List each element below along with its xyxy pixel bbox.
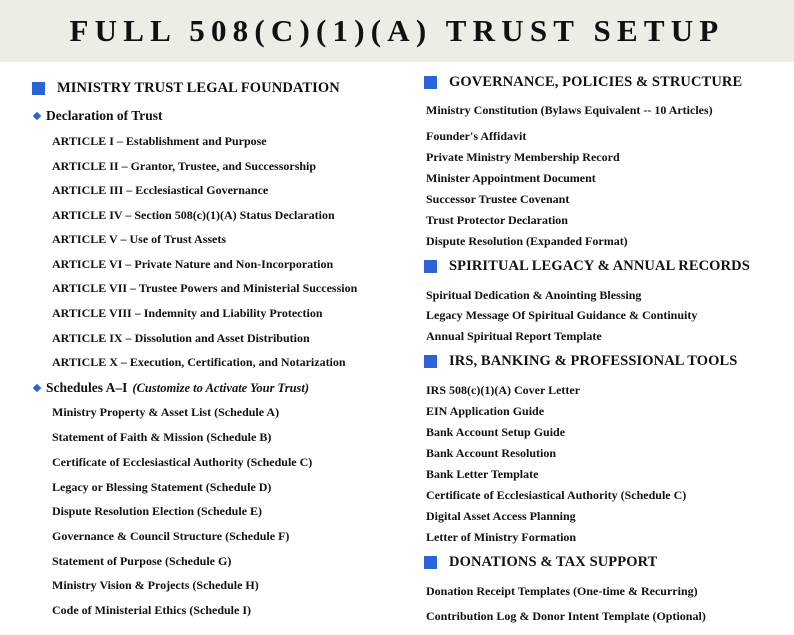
list-item: ARTICLE IV – Section 508(c)(1)(A) Status Declaration <box>52 208 335 222</box>
subheader-schedules <box>32 380 309 396</box>
list-item: ARTICLE VI – Private Nature and Non-Incorporation <box>52 257 334 271</box>
list-item: Bank Account Setup Guide <box>426 425 566 439</box>
subheader-label: Declaration of Trust <box>46 108 163 123</box>
list-item: Private Ministry Membership Record <box>426 150 620 164</box>
list-item: ARTICLE VIII – Indemnity and Liability Protection <box>52 306 323 320</box>
section-header-legal-foundation <box>32 80 340 97</box>
list-item: Founder's Affidavit <box>426 129 527 143</box>
list-item: Dispute Resolution Election (Schedule E) <box>52 504 263 518</box>
subheader-note: (Customize to Activate Your Trust) <box>132 380 310 395</box>
section-header-donations <box>424 554 657 571</box>
section-title: SPIRITUAL LEGACY & ANNUAL RECORDS <box>449 258 750 274</box>
list-item: Statement of Faith & Mission (Schedule B) <box>52 430 272 444</box>
list-item: Statement of Purpose (Schedule G) <box>52 554 232 568</box>
list-item: Legacy or Blessing Statement (Schedule D) <box>52 480 272 494</box>
list-item: Certificate of Ecclesiastical Authority (Schedule C) <box>52 455 313 469</box>
subheader-declaration <box>32 108 162 124</box>
list-item: IRS 508(c)(1)(A) Cover Letter <box>426 383 581 397</box>
list-item: Governance & Council Structure (Schedule F) <box>52 529 290 543</box>
list-item: ARTICLE X – Execution, Certification, and Notarization <box>52 355 346 369</box>
list-item: Digital Asset Access Planning <box>426 509 576 523</box>
section-header-governance <box>424 74 742 91</box>
list-item: ARTICLE IX – Dissolution and Asset Distribution <box>52 331 310 345</box>
list-item: Ministry Property & Asset List (Schedule A) <box>52 405 280 419</box>
page-title: FULL 508(C)(1)(A) TRUST SETUP <box>69 13 725 48</box>
list-item: Letter of Ministry Formation <box>426 530 577 544</box>
list-item: Annual Spiritual Report Template <box>426 329 602 343</box>
section-title: GOVERNANCE, POLICIES & STRUCTURE <box>449 74 743 90</box>
list-item: Spiritual Dedication & Anointing Blessing <box>426 288 642 302</box>
blue-square-icon <box>424 556 437 569</box>
list-item: ARTICLE I – Establishment and Purpose <box>52 134 267 148</box>
list-item: Ministry Constitution (Bylaws Equivalent -- 10 Articles) <box>426 103 713 117</box>
list-item: Bank Letter Template <box>426 467 539 481</box>
blue-square-icon <box>32 82 45 95</box>
blue-diamond-icon <box>33 384 41 392</box>
section-header-irs-banking <box>424 353 737 370</box>
list-item: EIN Application Guide <box>426 404 545 418</box>
section-title: DONATIONS & TAX SUPPORT <box>449 554 658 570</box>
list-item: Ministry Vision & Projects (Schedule H) <box>52 578 259 592</box>
blue-square-icon <box>424 76 437 89</box>
blue-diamond-icon <box>33 112 41 120</box>
section-header-spiritual-legacy <box>424 258 750 275</box>
subheader-label: Schedules A–I <box>46 380 128 395</box>
list-item: Legacy Message Of Spiritual Guidance & Continuity <box>426 308 698 322</box>
blue-square-icon <box>424 260 437 273</box>
list-item: Minister Appointment Document <box>426 171 596 185</box>
list-item: ARTICLE VII – Trustee Powers and Ministerial Succession <box>52 281 358 295</box>
list-item: Certificate of Ecclesiastical Authority (Schedule C) <box>426 488 687 502</box>
section-title: IRS, BANKING & PROFESSIONAL TOOLS <box>449 353 738 369</box>
list-item: Contribution Log & Donor Intent Template (Optional) <box>426 609 706 623</box>
list-item: ARTICLE II – Grantor, Trustee, and Successorship <box>52 159 317 173</box>
list-item: Trust Protector Declaration <box>426 213 568 227</box>
title-banner <box>0 0 794 62</box>
list-item: Successor Trustee Covenant <box>426 192 570 206</box>
section-title: MINISTRY TRUST LEGAL FOUNDATION <box>57 80 340 96</box>
list-item: Code of Ministerial Ethics (Schedule I) <box>52 603 251 617</box>
list-item: ARTICLE V – Use of Trust Assets <box>52 232 227 246</box>
list-item: Donation Receipt Templates (One-time & Recurring) <box>426 584 698 598</box>
list-item: Bank Account Resolution <box>426 446 557 460</box>
list-item: ARTICLE III – Ecclesiastical Governance <box>52 183 269 197</box>
blue-square-icon <box>424 355 437 368</box>
list-item: Dispute Resolution (Expanded Format) <box>426 234 628 248</box>
